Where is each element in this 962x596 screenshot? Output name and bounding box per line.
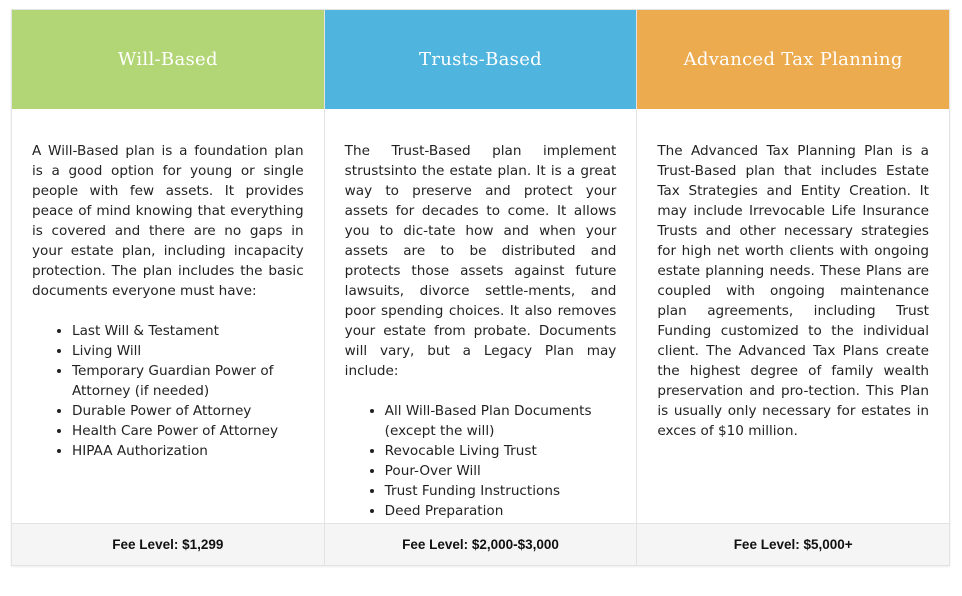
plan-fee — [325, 523, 637, 565]
plan-description: The Trust-Based plan implement strustsinto the estate plan. It is a great way to preserve and protect your assets for decades to come. It allows you to dic-tate how and when your assets are to be distributed and protects those assets against future lawsuits, divorce settle-ments, and poor spending choices. It also removes your estate from probate. Documents will vary, but a Legacy Plan may include: — [344, 143, 617, 379]
plan-document-list — [32, 321, 304, 461]
fee-label: Fee Level: $1,299 — [112, 537, 224, 552]
plan-header-trusts-based — [325, 10, 637, 109]
list-item: • Health Care Power of Attorney — [72, 421, 304, 441]
plan-body — [12, 109, 324, 523]
plan-column-will-based — [12, 10, 325, 565]
plan-fee — [12, 523, 324, 565]
plan-document-list — [345, 401, 617, 521]
list-item: • Pour-Over Will — [385, 461, 617, 481]
plan-body — [325, 109, 637, 523]
plan-description: The Advanced Tax Planning Plan is a Trust-Based plan that includes Estate Tax Strategies and Entity Creation. It may include Irrevocable Life Insurance Trusts and other necessary strategies for high net worth clients with ongoing estate planning needs. These Plans are coupled with ongoing maintenance plan agreements, including Trust Funding customized to the individual client. The Advanced Tax Plans create the highest degree of family wealth preservation and pro-tection. This Plan is usually only necessary for estates in exces of $10 million. — [657, 143, 930, 439]
plan-title: Trusts-Based — [419, 49, 542, 70]
plan-column-advanced-tax-planning — [637, 10, 949, 565]
pricing-table — [11, 9, 950, 566]
fee-label: Fee Level: $5,000+ — [733, 537, 853, 552]
list-item: • Temporary Guardian Power of Attorney (if needed) — [72, 361, 304, 401]
list-item: • All Will-Based Plan Documents (except the will) — [385, 401, 617, 441]
list-item: • Trust Funding Instructions — [385, 481, 617, 501]
list-item: • Living Will — [72, 341, 304, 361]
plan-body — [637, 109, 949, 523]
plan-fee — [637, 523, 949, 565]
plan-header-will-based — [12, 10, 324, 109]
plan-column-trusts-based — [325, 10, 638, 565]
list-item: • Deed Preparation — [385, 501, 617, 521]
plan-header-advanced-tax-planning — [637, 10, 949, 109]
list-item: • Revocable Living Trust — [385, 441, 617, 461]
list-item: • Durable Power of Attorney — [72, 401, 304, 421]
plan-description: A Will-Based plan is a foundation plan is a good option for young or single people with few assets. It provides peace of mind knowing that everything is covered and there are no gaps in your estate plan, including incapacity protection. The plan includes the basic documents everyone must have: — [32, 143, 304, 299]
list-item: • HIPAA Authorization — [72, 441, 304, 461]
fee-label: Fee Level: $2,000-$3,000 — [402, 537, 559, 552]
list-item: • Last Will & Testament — [72, 321, 304, 341]
plan-title: Advanced Tax Planning — [683, 49, 903, 70]
plan-title: Will-Based — [117, 49, 218, 70]
